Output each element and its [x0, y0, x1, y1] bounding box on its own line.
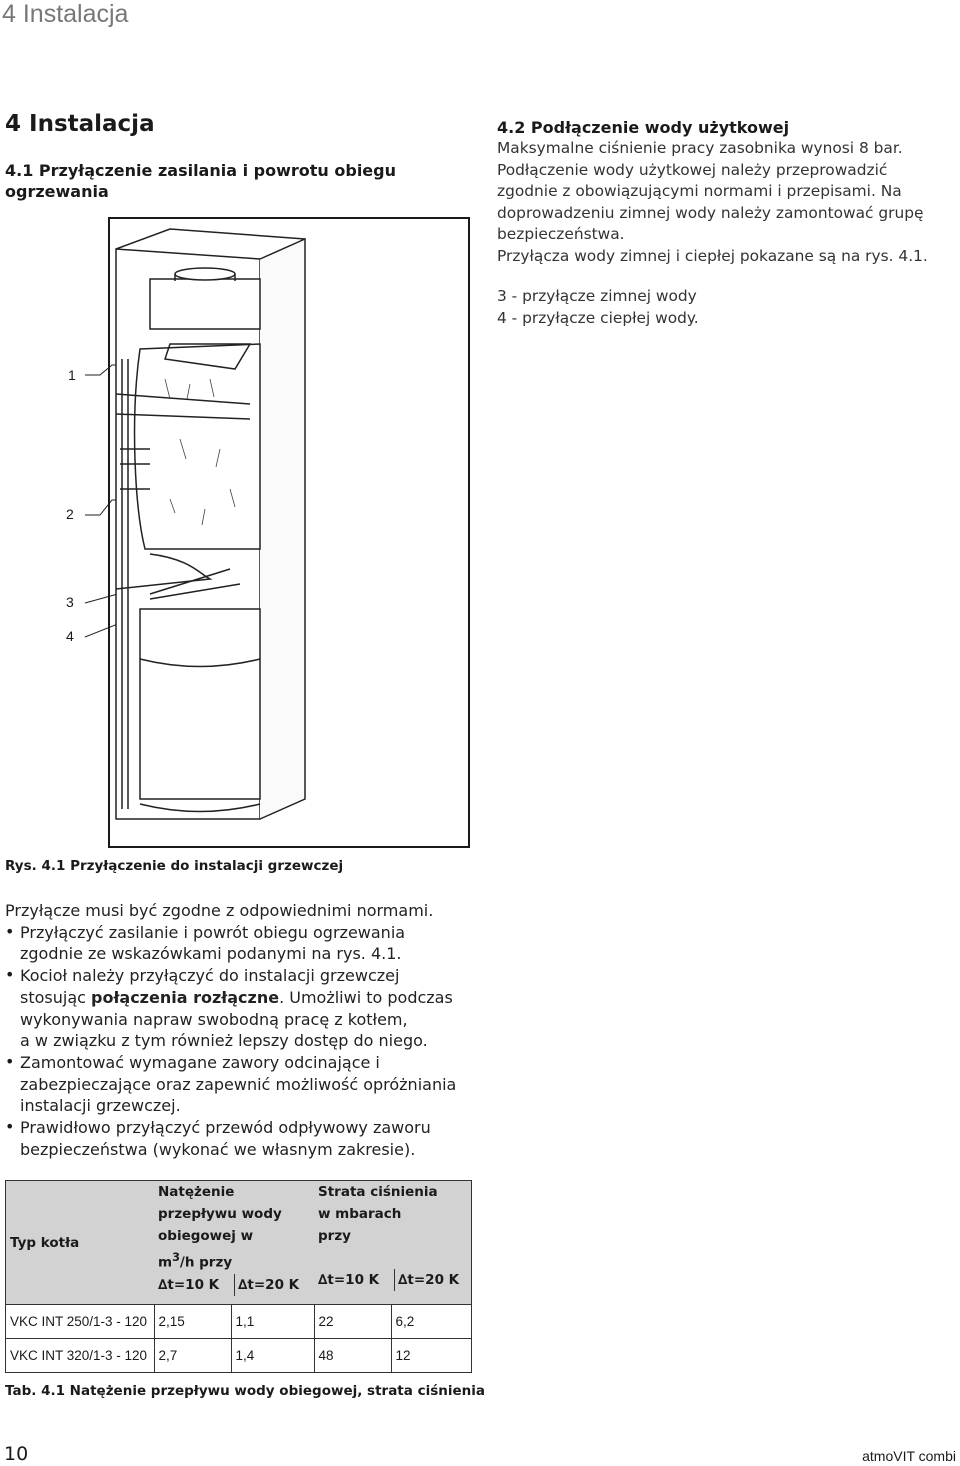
- section-4-2: [497, 117, 957, 329]
- bullet-line: zabezpieczające oraz zapewnić możliwość opróżniania: [20, 1074, 457, 1094]
- bullet-line: • Przyłączyć zasilanie i powrót obiegu ogrzewania: [20, 922, 406, 942]
- callout-3: 3: [66, 594, 74, 610]
- text-line: Maksymalne ciśnienie pracy zasobnika wynosi 8 bar.: [497, 139, 903, 157]
- text-line: bezpieczeństwa.: [497, 225, 625, 243]
- subsection-title-line: ogrzewania: [5, 182, 109, 201]
- bullet-line: stosując połączenia rozłączne. Umożliwi to podczas: [20, 987, 453, 1007]
- boiler-illustration: [110, 219, 468, 846]
- bullet-line: • Prawidłowo przyłączyć przewód odpływowy zaworu: [20, 1118, 431, 1138]
- bullet-line: instalacji grzewczej.: [20, 1096, 181, 1116]
- table-caption: Tab. 4.1 Natężenie przepływu wody obiegowej, strata ciśnienia: [5, 1383, 485, 1399]
- bullet-line: • Kocioł należy przyłączyć do instalacji grzewczej: [20, 966, 400, 986]
- table-row: VKC INT 320/1-3 - 120 2,7 1,4 48 12: [6, 1339, 472, 1373]
- col-header-pressure: Strata ciśnienia w mbarach przy ∆t=10 K ∆t=20 K: [314, 1181, 472, 1305]
- section-title: 4 Instalacja: [5, 111, 155, 137]
- bullet-item: [5, 965, 485, 1052]
- bullet-item: [5, 1117, 485, 1160]
- callout-1: 1: [68, 367, 76, 383]
- bullet-line: zgodnie ze wskazówkami podanymi na rys. 4.1.: [20, 944, 402, 964]
- bullet-line: • Zamontować wymagane zawory odcinające i: [20, 1052, 380, 1072]
- table-row: VKC INT 250/1-3 - 120 2,15 1,1 22 6,2: [6, 1305, 472, 1339]
- product-name: atmoVIT combi: [862, 1448, 956, 1464]
- bullet-line: bezpieczeństwa (wykonać we własnym zakresie).: [20, 1139, 416, 1159]
- bullet-item: [5, 922, 485, 965]
- bullet-line: a w związku z tym również lepszy dostęp do niego.: [20, 1031, 428, 1051]
- boiler-figure: [108, 217, 470, 848]
- bullet-line: wykonywania napraw swobodną pracę z kotłem,: [20, 1009, 408, 1029]
- callout-2: 2: [66, 506, 74, 522]
- subsection-title-4-1: [5, 160, 396, 202]
- text-line: Przyłącza wody zimnej i ciepłej pokazane są na rys. 4.1.: [497, 246, 928, 265]
- col-header-type: Typ kotła: [6, 1181, 155, 1305]
- legend-item-3: 3 - przyłącze zimnej wody: [497, 287, 697, 305]
- flow-table: [5, 1180, 472, 1373]
- callout-4: 4: [66, 628, 74, 644]
- col-header-flow: Natężenie przepływu wody obiegowej w $m^3/h$ przy ∆t=10 K ∆t=20 K: [154, 1181, 314, 1305]
- subsection-title-4-2: 4.2 Podłączenie wody użytkowej: [497, 118, 790, 137]
- bold-text: połączenia rozłączne: [91, 987, 280, 1007]
- running-head: 4 Instalacja: [2, 0, 129, 28]
- bullet-item: [5, 1052, 485, 1117]
- text-line: Podłączenie wody użytkowej należy przeprowadzić: [497, 160, 888, 179]
- legend-item-4: 4 - przyłącze ciepłej wody.: [497, 308, 699, 327]
- text-line: doprowadzeniu zimnej wody należy zamontować grupę: [497, 203, 924, 222]
- page-number: 10: [4, 1443, 29, 1465]
- text-line: zgodnie z obowiązującymi normami i przepisami. Na: [497, 182, 902, 200]
- body-text: [5, 900, 485, 1160]
- intro-text: Przyłącze musi być zgodne z odpowiednimi normami.: [5, 901, 434, 920]
- subsection-title-line: 4.1 Przyłączenie zasilania i powrotu obiegu: [5, 161, 396, 180]
- figure-caption: Rys. 4.1 Przyłączenie do instalacji grzewczej: [5, 858, 344, 874]
